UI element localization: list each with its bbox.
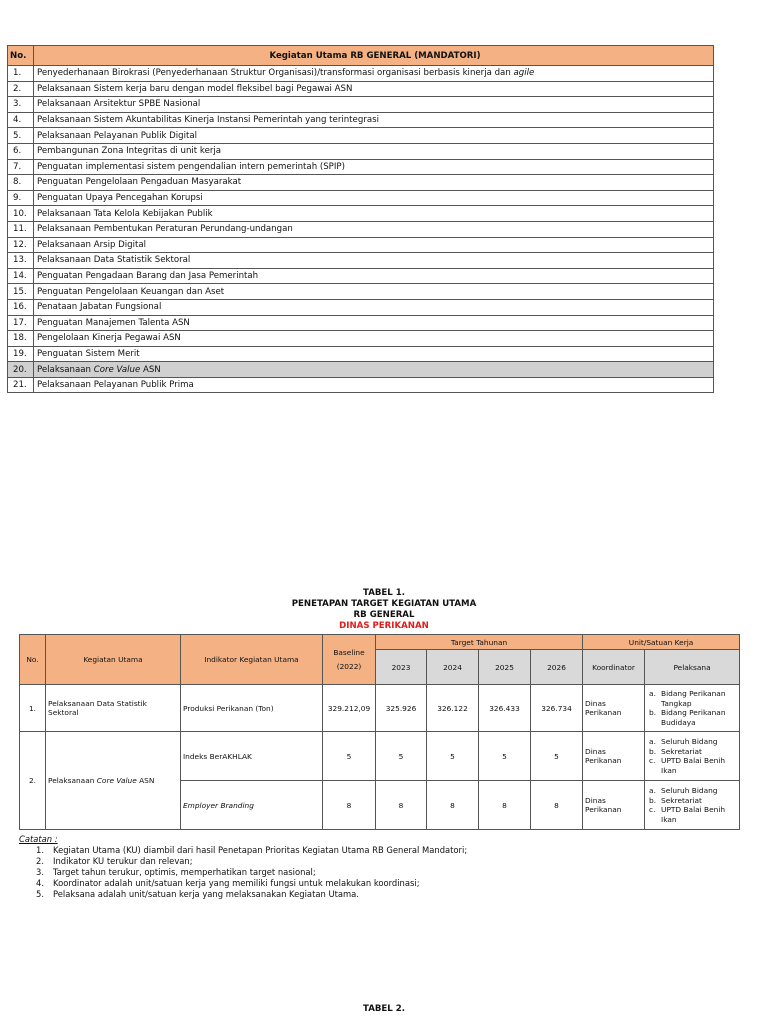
table-row <box>8 175 714 191</box>
list-text: Kegiatan Utama (KU) diambil dari hasil Penetapan Prioritas Kegiatan Utama RB General Mandatori; <box>53 845 468 855</box>
table-row <box>8 128 714 144</box>
list-item <box>36 878 467 889</box>
header-unit-kerja: Unit/Satuan Kerja <box>583 635 740 650</box>
header-koordinator: Koordinator <box>583 650 645 685</box>
row-koordinator: Dinas Perikanan <box>583 781 645 830</box>
row-no: 9. <box>8 190 34 206</box>
row-no: 21. <box>8 377 34 393</box>
kegiatan-utama-list-table <box>7 45 714 393</box>
row-text: Pembangunan Zona Integritas di unit kerja <box>34 143 714 159</box>
kegiatan-italic: Core Value <box>96 776 137 785</box>
header-year-2025: 2025 <box>479 650 531 685</box>
row-pelaksana <box>645 781 740 830</box>
row-text: Pengelolaan Kinerja Pegawai ASN <box>34 331 714 347</box>
row-text: Penataan Jabatan Fungsional <box>34 299 714 315</box>
pelaksana-list <box>647 737 737 775</box>
row-target-2023: 325.926 <box>376 685 427 732</box>
row-text-italic: Core Value <box>93 364 141 375</box>
list-marker: 2. <box>36 856 44 866</box>
table-row <box>8 315 714 331</box>
row-no: 11. <box>8 221 34 237</box>
row-kegiatan <box>46 732 181 830</box>
row-baseline: 5 <box>323 732 376 781</box>
row-no: 20. <box>8 362 34 378</box>
title-agency: DINAS PERIKANAN <box>339 621 429 631</box>
list-item <box>36 845 467 856</box>
row-target-2023: 8 <box>376 781 427 830</box>
list-text: Bidang Perikanan Budidaya <box>661 708 726 727</box>
row-no: 2. <box>20 732 46 830</box>
row-no: 2. <box>8 81 34 97</box>
row-text-main: Pelaksanaan <box>37 364 94 375</box>
list-text: Koordinator adalah unit/satuan kerja yang memiliki fungsi untuk melakukan koordinasi; <box>53 878 420 888</box>
table-row <box>8 268 714 284</box>
row-baseline: 329.212,09 <box>323 685 376 732</box>
title-main: PENETAPAN TARGET KEGIATAN UTAMA <box>291 599 477 609</box>
row-target-2025: 5 <box>479 732 531 781</box>
list-marker: 5. <box>36 889 44 899</box>
list-text: Bidang Perikanan Tangkap <box>661 689 726 708</box>
indikator-italic: Employer Branding <box>183 800 254 810</box>
header-no: No. <box>8 46 34 66</box>
row-no: 8. <box>8 175 34 191</box>
list-text: UPTD Balai Benih Ikan <box>661 805 726 824</box>
list-text: Seluruh Bidang <box>661 737 718 746</box>
row-text: Pelaksanaan Sistem Akuntabilitas Kinerja Instansi Pemerintah yang terintegrasi <box>34 112 714 128</box>
row-koordinator: Dinas Perikanan <box>583 732 645 781</box>
row-target-2026: 5 <box>531 732 583 781</box>
table-row-highlighted <box>8 362 714 378</box>
row-no: 1. <box>8 66 34 82</box>
row-text: Pelaksanaan Sistem kerja baru dengan model fleksibel bagi Pegawai ASN <box>34 81 714 97</box>
table-row <box>8 143 714 159</box>
list-item <box>649 708 737 727</box>
table-row <box>8 112 714 128</box>
row-text: Penguatan Upaya Pencegahan Korupsi <box>34 190 714 206</box>
row-target-2023: 5 <box>376 732 427 781</box>
row-no: 3. <box>8 97 34 113</box>
list-marker: a. <box>649 786 656 795</box>
row-no: 19. <box>8 346 34 362</box>
row-no: 18. <box>8 331 34 347</box>
table-row <box>8 66 714 82</box>
target-header-row-1 <box>20 635 740 650</box>
row-indikator: Indeks BerAKHLAK <box>181 732 323 781</box>
title-table-number: TABEL 1. <box>363 588 405 598</box>
table-row <box>8 206 714 222</box>
table-row <box>8 221 714 237</box>
row-text: Pelaksanaan Tata Kelola Kebijakan Publik <box>34 206 714 222</box>
row-no: 14. <box>8 268 34 284</box>
row-target-2026: 8 <box>531 781 583 830</box>
target-table <box>19 634 740 830</box>
row-text-tail: ASN <box>140 364 161 375</box>
header-no: No. <box>20 635 46 685</box>
row-target-2026: 326.734 <box>531 685 583 732</box>
row-no: 15. <box>8 284 34 300</box>
header-year-2023: 2023 <box>376 650 427 685</box>
list-marker: c. <box>649 756 656 765</box>
table-row <box>8 81 714 97</box>
row-no: 10. <box>8 206 34 222</box>
row-target-2024: 5 <box>427 732 479 781</box>
row-baseline: 8 <box>323 781 376 830</box>
row-text-italic: agile <box>513 68 535 79</box>
list-text: Target tahun terukur, optimis, memperhatikan target nasional; <box>53 867 316 877</box>
list-item <box>649 756 737 775</box>
row-no: 4. <box>8 112 34 128</box>
row-no: 13. <box>8 253 34 269</box>
kegiatan-tail: ASN <box>136 776 155 785</box>
list-marker: 4. <box>36 878 44 888</box>
row-text: Pelaksanaan Pelayanan Publik Digital <box>34 128 714 144</box>
row-text: Penguatan Pengelolaan Keuangan dan Aset <box>34 284 714 300</box>
row-pelaksana <box>645 685 740 732</box>
header-year-2024: 2024 <box>427 650 479 685</box>
list-marker: 1. <box>36 845 44 855</box>
list-text: UPTD Balai Benih Ikan <box>661 756 726 775</box>
list-item <box>649 689 737 708</box>
table-row <box>8 97 714 113</box>
list-text: Indikator KU terukur dan relevan; <box>53 856 193 866</box>
list-item <box>649 805 737 824</box>
row-text: Pelaksanaan Arsip Digital <box>34 237 714 253</box>
row-no: 7. <box>8 159 34 175</box>
title-subtitle: RB GENERAL <box>353 610 415 620</box>
row-target-2025: 326.433 <box>479 685 531 732</box>
table-row <box>8 190 714 206</box>
table-title-block <box>0 588 768 632</box>
list-item <box>649 746 737 757</box>
list-item <box>36 889 467 900</box>
table-row <box>8 346 714 362</box>
list-marker: b. <box>649 708 657 717</box>
row-text-main: Penyederhanaan Birokrasi (Penyederhanaan Struktur Organisasi)/transformasi organisasi berbasis kinerja dan <box>37 68 514 79</box>
header-target-tahunan: Target Tahunan <box>376 635 583 650</box>
list-item <box>649 795 737 806</box>
row-text <box>34 66 714 82</box>
table-row <box>20 685 740 732</box>
list-text: Sekretariat <box>661 746 702 756</box>
row-text: Penguatan Sistem Merit <box>34 346 714 362</box>
list-item <box>36 867 467 878</box>
row-text: Penguatan implementasi sistem pengendalian intern pemerintah (SPIP) <box>34 159 714 175</box>
pelaksana-list <box>647 786 737 824</box>
row-text: Penguatan Pengelolaan Pengaduan Masyarakat <box>34 175 714 191</box>
list-text: Seluruh Bidang <box>661 786 718 795</box>
table-row <box>8 299 714 315</box>
row-text: Pelaksanaan Pembentukan Peraturan Perundang-undangan <box>34 221 714 237</box>
header-pelaksana: Pelaksana <box>645 650 740 685</box>
kegiatan-text: Pelaksanaan <box>48 776 97 785</box>
list-header-row <box>8 46 714 66</box>
row-no: 5. <box>8 128 34 144</box>
header-indikator: Indikator Kegiatan Utama <box>181 635 323 685</box>
list-text: Sekretariat <box>661 795 702 805</box>
pelaksana-list <box>647 689 737 727</box>
header-baseline <box>323 635 376 685</box>
row-text: Penguatan Pengadaan Barang dan Jasa Pemerintah <box>34 268 714 284</box>
list-body <box>8 66 714 393</box>
list-marker: a. <box>649 689 656 698</box>
row-no: 12. <box>8 237 34 253</box>
row-text: Pelaksanaan Data Statistik Sektoral <box>34 253 714 269</box>
list-marker: b. <box>649 746 657 756</box>
row-no: 6. <box>8 143 34 159</box>
row-no: 1. <box>20 685 46 732</box>
header-baseline-year: (2022) <box>336 662 362 671</box>
table-row <box>8 237 714 253</box>
list-marker: c. <box>649 805 656 814</box>
row-no: 17. <box>8 315 34 331</box>
row-pelaksana <box>645 732 740 781</box>
row-indikator <box>181 781 323 830</box>
header-year-2026: 2026 <box>531 650 583 685</box>
next-table-title: TABEL 2. <box>363 1004 405 1014</box>
header-kegiatan: Kegiatan Utama <box>46 635 181 685</box>
list-item <box>649 737 737 747</box>
header-title: Kegiatan Utama RB GENERAL (MANDATORI) <box>34 46 714 66</box>
row-text: Penguatan Manajemen Talenta ASN <box>34 315 714 331</box>
list-marker: 3. <box>36 867 44 877</box>
table-row <box>20 732 740 781</box>
row-koordinator: Dinas Perikanan <box>583 685 645 732</box>
row-target-2025: 8 <box>479 781 531 830</box>
row-indikator: Produksi Perikanan (Ton) <box>181 685 323 732</box>
table-row <box>8 253 714 269</box>
table-row <box>8 377 714 393</box>
notes-heading: Catatan : <box>19 834 58 844</box>
header-baseline-label: Baseline <box>333 648 365 657</box>
notes-section <box>19 834 467 900</box>
list-item <box>36 856 467 867</box>
row-text <box>34 362 714 378</box>
row-text: Pelaksanaan Pelayanan Publik Prima <box>34 377 714 393</box>
row-no: 16. <box>8 299 34 315</box>
row-target-2024: 8 <box>427 781 479 830</box>
notes-list <box>19 845 467 900</box>
table-row <box>8 331 714 347</box>
table-row <box>8 159 714 175</box>
list-marker: b. <box>649 795 657 805</box>
list-text: Pelaksana adalah unit/satuan kerja yang melaksanakan Kegiatan Utama. <box>53 889 359 899</box>
row-target-2024: 326.122 <box>427 685 479 732</box>
row-kegiatan: Pelaksanaan Data Statistik Sektoral <box>46 685 181 732</box>
row-text: Pelaksanaan Arsitektur SPBE Nasional <box>34 97 714 113</box>
list-marker: a. <box>649 737 656 746</box>
list-item <box>649 786 737 796</box>
table-row <box>8 284 714 300</box>
